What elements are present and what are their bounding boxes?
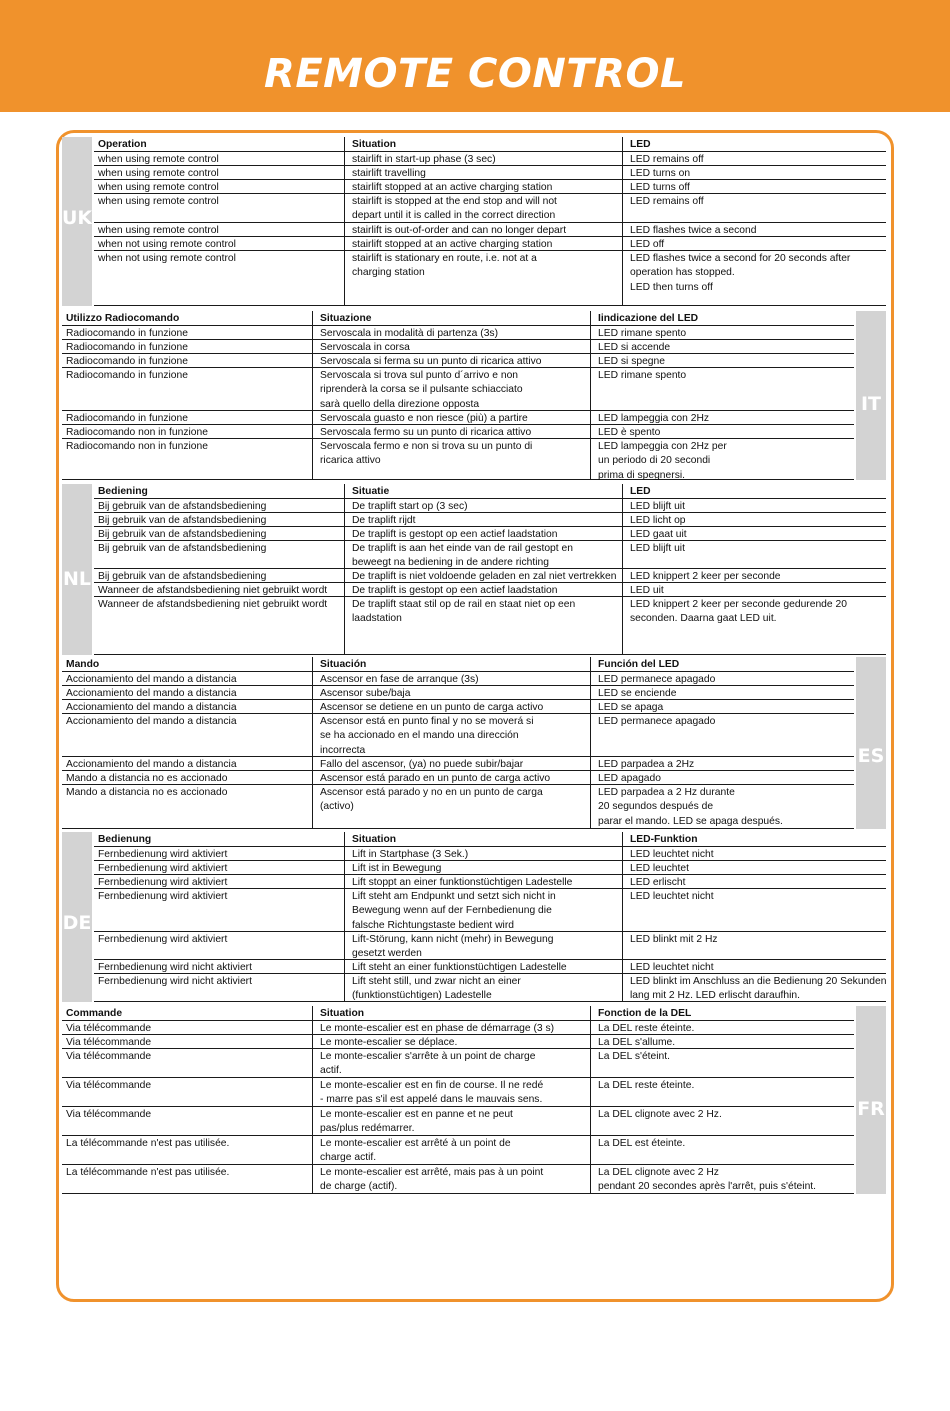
situation-cell: Le monte-escalier se déplace. — [320, 1037, 458, 1048]
operation-cell: Accionamiento del mando a distancia — [66, 759, 237, 770]
language-code: IT — [860, 393, 882, 415]
led-cell: LED leuchtet nicht — [630, 962, 714, 973]
operation-cell: Via télécommande — [66, 1037, 152, 1048]
situation-header: Situation — [352, 139, 397, 150]
table-row — [94, 974, 886, 1002]
table-row — [62, 1165, 854, 1194]
remote-control-table — [62, 311, 854, 480]
table-header-row — [94, 832, 886, 847]
situation-header: Situatie — [352, 486, 390, 497]
table-row — [62, 785, 854, 829]
operation-cell: Wanneer de afstandsbediening niet gebruikt wordt — [98, 585, 328, 596]
situation-cell: Le monte-escalier s'arrête à un point de charge actif. — [320, 1051, 536, 1077]
language-tab-de — [62, 832, 92, 1002]
led-cell: La DEL clignote avec 2 Hz pendant 20 secondes après l'arrêt, puis s'éteint. — [598, 1167, 817, 1193]
situation-cell: Servoscala guasto e non riesce (più) a partire — [320, 413, 528, 424]
led-cell: LED blijft uit — [630, 543, 685, 554]
operation-cell: Radiocomando in funzione — [66, 328, 188, 339]
operation-cell: Accionamiento del mando a distancia — [66, 688, 237, 699]
situation-cell: Servoscala si trova sul punto d´arrivo e non riprenderà la corsa se il pulsante schiacciato sarà quello della direzione opposta — [320, 370, 523, 410]
led-cell: LED è spento — [598, 427, 661, 438]
section-it — [62, 311, 886, 480]
table-row — [94, 527, 886, 541]
led-cell: LED remains off — [630, 196, 704, 207]
situation-cell: Lift steht still, und zwar nicht an einer (funktionstüchtigen) Ladestelle — [352, 976, 521, 1002]
led-cell: La DEL s'allume. — [598, 1037, 676, 1048]
situation-cell: Ascensor está parado en un punto de carga activo — [320, 773, 551, 784]
situation-cell: Servoscala fermo su un punto di ricarica attivo — [320, 427, 532, 438]
operation-cell: Fernbedienung wird aktiviert — [98, 849, 228, 860]
operation-cell: Mando a distancia no es accionado — [66, 773, 228, 784]
situation-header: Situación — [320, 659, 367, 670]
led-cell: LED lampeggia con 2Hz — [598, 413, 710, 424]
table-row — [62, 757, 854, 771]
led-cell: LED blijft uit — [630, 501, 685, 512]
operation-cell: Mando a distancia no es accionado — [66, 787, 228, 798]
operation-cell: Fernbedienung wird nicht aktiviert — [98, 962, 252, 973]
operation-cell: Radiocomando non in funzione — [66, 441, 208, 452]
table-row — [94, 960, 886, 974]
operation-cell: Via télécommande — [66, 1023, 152, 1034]
remote-control-table — [94, 137, 886, 306]
operation-cell: Via télécommande — [66, 1080, 152, 1091]
situation-cell: stairlift travelling — [352, 168, 426, 179]
situation-cell: Lift-Störung, kann nicht (mehr) in Bewegung gesetzt werden — [352, 934, 554, 960]
operation-cell: Bij gebruik van de afstandsbediening — [98, 501, 267, 512]
operation-cell: Accionamiento del mando a distancia — [66, 674, 237, 685]
situation-cell: stairlift stopped at an active charging station — [352, 239, 553, 250]
operation-cell: Fernbedienung wird aktiviert — [98, 934, 228, 945]
language-tab-uk — [62, 137, 92, 306]
table-row — [94, 237, 886, 251]
led-cell: LED lampeggia con 2Hz per un periodo di 20 secondi prima di spegnersi. — [598, 441, 727, 481]
operation-cell: when using remote control — [98, 196, 219, 207]
operation-cell: Fernbedienung wird aktiviert — [98, 863, 228, 874]
situation-cell: De traplift is niet voldoende geladen en zal niet vertrekken — [352, 571, 617, 582]
table-header-row — [62, 1006, 854, 1021]
situation-cell: Fallo del ascensor, (ya) no puede subir/bajar — [320, 759, 524, 770]
table-row — [94, 861, 886, 875]
table-row — [94, 597, 886, 655]
operation-cell: Fernbedienung wird aktiviert — [98, 891, 228, 902]
operation-cell: Radiocomando in funzione — [66, 356, 188, 367]
table-row — [62, 439, 854, 480]
situation-cell: Ascensor en fase de arranque (3s) — [320, 674, 479, 685]
operation-header: Bedienung — [98, 834, 152, 845]
table-row — [94, 583, 886, 597]
language-code: NL — [62, 568, 91, 590]
led-cell: LED blinkt mit 2 Hz — [630, 934, 718, 945]
operation-cell: when using remote control — [98, 225, 219, 236]
led-cell: LED rimane spento — [598, 328, 687, 339]
led-cell: LED permanece apagado — [598, 674, 716, 685]
table-row — [62, 1035, 854, 1049]
remote-control-table — [94, 832, 886, 1002]
led-cell: LED gaat uit — [630, 529, 687, 540]
operation-cell: Fernbedienung wird nicht aktiviert — [98, 976, 252, 987]
operation-header: Mando — [66, 659, 100, 670]
led-cell: LED se apaga — [598, 702, 664, 713]
operation-header: Operation — [98, 139, 147, 150]
table-row — [62, 1107, 854, 1136]
situation-cell: Ascensor está parado y no en un punto de carga (activo) — [320, 787, 543, 813]
led-cell: La DEL est éteinte. — [598, 1138, 686, 1149]
situation-cell: Servoscala in corsa — [320, 342, 410, 353]
led-cell: LED turns off — [630, 182, 690, 193]
situation-cell: stairlift is out-of-order and can no longer depart — [352, 225, 567, 236]
table-header-row — [62, 311, 854, 326]
led-cell: LED si accende — [598, 342, 671, 353]
header-banner — [0, 0, 950, 112]
led-header: LED — [630, 139, 651, 150]
operation-cell: Fernbedienung wird aktiviert — [98, 877, 228, 888]
led-header: LED — [630, 486, 651, 497]
situation-cell: De traplift start op (3 sec) — [352, 501, 468, 512]
situation-cell: stairlift in start-up phase (3 sec) — [352, 154, 496, 165]
situation-cell: Servoscala si ferma su un punto di ricarica attivo — [320, 356, 542, 367]
situation-cell: Le monte-escalier est en phase de démarrage (3 s) — [320, 1023, 555, 1034]
situation-header: Situation — [352, 834, 397, 845]
led-cell: LED uit — [630, 585, 664, 596]
table-row — [94, 847, 886, 861]
led-cell: LED se enciende — [598, 688, 677, 699]
led-cell: LED leuchtet nicht — [630, 891, 714, 902]
situation-cell: Le monte-escalier est arrêté à un point de charge actif. — [320, 1138, 511, 1164]
table-row — [62, 425, 854, 439]
situation-header: Situation — [320, 1008, 365, 1019]
situation-cell: stairlift is stopped at the end stop and will not depart until it is called in the correct direction — [352, 196, 557, 222]
table-row — [62, 1049, 854, 1078]
table-row — [62, 354, 854, 368]
operation-cell: when using remote control — [98, 168, 219, 179]
led-header: Iindicazione del LED — [598, 313, 699, 324]
led-cell: LED knippert 2 keer per seconde — [630, 571, 781, 582]
table-row — [62, 714, 854, 757]
led-cell: LED si spegne — [598, 356, 665, 367]
operation-cell: Accionamiento del mando a distancia — [66, 702, 237, 713]
situation-cell: Le monte-escalier est en fin de course. Il ne redé - marre pas s'il est appelé dans le mauvais sens. — [320, 1080, 544, 1106]
remote-control-table — [94, 484, 886, 655]
situation-cell: De traplift staat stil op de rail en staat niet op een laadstation — [352, 599, 576, 625]
led-cell: LED flashes twice a second — [630, 225, 757, 236]
led-cell: LED apagado — [598, 773, 661, 784]
situation-cell: Le monte-escalier est arrêté, mais pas à un point de charge (actif). — [320, 1167, 544, 1193]
led-cell: LED licht op — [630, 515, 686, 526]
led-cell: LED erlischt — [630, 877, 686, 888]
table-row — [62, 326, 854, 340]
situation-cell: Servoscala in modalità di partenza (3s) — [320, 328, 498, 339]
table-row — [94, 180, 886, 194]
table-row — [94, 499, 886, 513]
led-cell: LED remains off — [630, 154, 704, 165]
led-cell: LED leuchtet nicht — [630, 849, 714, 860]
table-row — [62, 700, 854, 714]
situation-cell: Lift ist in Bewegung — [352, 863, 442, 874]
situation-cell: Ascensor se detiene en un punto de carga activo — [320, 702, 544, 713]
led-cell: La DEL reste éteinte. — [598, 1023, 695, 1034]
remote-control-table — [62, 1006, 854, 1194]
table-row — [62, 340, 854, 354]
table-row — [62, 411, 854, 425]
operation-cell: Radiocomando non in funzione — [66, 427, 208, 438]
led-header: LED-Funktion — [630, 834, 698, 845]
table-row — [94, 152, 886, 166]
section-fr — [62, 1006, 886, 1194]
language-code: ES — [857, 745, 885, 767]
situation-cell: De traplift rijdt — [352, 515, 416, 526]
table-row — [94, 541, 886, 569]
operation-header: Utilizzo Radiocomando — [66, 313, 180, 324]
led-cell: LED flashes twice a second for 20 seconds after operation has stopped. LED then turns off — [630, 253, 851, 293]
situation-cell: stairlift is stationary en route, i.e. not at a charging station — [352, 253, 537, 279]
led-cell: La DEL s'éteint. — [598, 1051, 670, 1062]
led-cell: LED leuchtet — [630, 863, 689, 874]
situation-cell: Lift stoppt an einer funktionstüchtigen Ladestelle — [352, 877, 573, 888]
table-header-row — [94, 484, 886, 499]
led-header: Función del LED — [598, 659, 680, 670]
operation-cell: Via télécommande — [66, 1051, 152, 1062]
language-code: DE — [62, 912, 92, 934]
led-cell: LED permanece apagado — [598, 716, 716, 727]
operation-cell: Bij gebruik van de afstandsbediening — [98, 571, 267, 582]
situation-cell: De traplift is gestopt op een actief laadstation — [352, 529, 558, 540]
table-row — [62, 1136, 854, 1165]
operation-cell: Bij gebruik van de afstandsbediening — [98, 515, 267, 526]
table-row — [62, 672, 854, 686]
section-es — [62, 657, 886, 829]
operation-cell: when not using remote control — [98, 239, 236, 250]
led-cell: La DEL clignote avec 2 Hz. — [598, 1109, 722, 1120]
situation-cell: De traplift is aan het einde van de rail gestopt en beweegt na bediening in de andere richting — [352, 543, 573, 569]
table-row — [62, 1078, 854, 1107]
operation-cell: Bij gebruik van de afstandsbediening — [98, 529, 267, 540]
situation-cell: Le monte-escalier est en panne et ne peut pas/plus redémarrer. — [320, 1109, 513, 1135]
led-cell: LED blinkt im Anschluss an die Bedienung 20 Sekunden lang mit 2 Hz. LED erlischt daraufhin. — [630, 976, 887, 1002]
table-row — [94, 569, 886, 583]
operation-cell: Radiocomando in funzione — [66, 370, 188, 381]
table-row — [94, 251, 886, 306]
operation-cell: when not using remote control — [98, 253, 236, 264]
operation-cell: La télécommande n'est pas utilisée. — [66, 1167, 230, 1178]
situation-cell: Ascensor sube/baja — [320, 688, 411, 699]
table-row — [94, 875, 886, 889]
operation-header: Commande — [66, 1008, 123, 1019]
led-cell: LED off — [630, 239, 665, 250]
table-row — [94, 932, 886, 960]
situation-cell: De traplift is gestopt op een actief laadstation — [352, 585, 558, 596]
led-cell: LED parpadea a 2Hz — [598, 759, 695, 770]
section-de — [62, 832, 886, 1002]
operation-cell: Radiocomando in funzione — [66, 342, 188, 353]
language-code: UK — [62, 207, 93, 229]
table-row — [62, 771, 854, 785]
situation-cell: Lift steht an einer funktionstüchtigen Ladestelle — [352, 962, 567, 973]
operation-cell: Via télécommande — [66, 1109, 152, 1120]
table-row — [94, 513, 886, 527]
operation-cell: Accionamiento del mando a distancia — [66, 716, 237, 727]
table-row — [94, 166, 886, 180]
table-row — [94, 194, 886, 223]
situation-header: Situazione — [320, 313, 372, 324]
remote-control-table — [62, 657, 854, 829]
led-cell: La DEL reste éteinte. — [598, 1080, 695, 1091]
situation-cell: Lift in Startphase (3 Sek.) — [352, 849, 469, 860]
table-row — [62, 686, 854, 700]
table-row — [94, 223, 886, 237]
table-header-row — [94, 137, 886, 152]
table-row — [94, 889, 886, 932]
operation-cell: when using remote control — [98, 182, 219, 193]
operation-cell: La télécommande n'est pas utilisée. — [66, 1138, 230, 1149]
table-header-row — [62, 657, 854, 672]
language-tab-nl — [62, 484, 92, 655]
section-uk — [62, 137, 886, 306]
operation-cell: Bij gebruik van de afstandsbediening — [98, 543, 267, 554]
operation-cell: Wanneer de afstandsbediening niet gebruikt wordt — [98, 599, 328, 610]
table-row — [62, 1021, 854, 1035]
situation-cell: Servoscala fermo e non si trova su un punto di ricarica attivo — [320, 441, 533, 467]
operation-cell: Radiocomando in funzione — [66, 413, 188, 424]
led-cell: LED parpadea a 2 Hz durante 20 segundos después de parar el mando. LED se apaga después. — [598, 787, 783, 827]
led-header: Fonction de la DEL — [598, 1008, 692, 1019]
page-title: REMOTE CONTROL — [264, 51, 686, 97]
section-nl — [62, 484, 886, 655]
operation-cell: when using remote control — [98, 154, 219, 165]
language-code: FR — [857, 1098, 885, 1120]
led-cell: LED knippert 2 keer per seconde gedurende 20 seconden. Daarna gaat LED uit. — [630, 599, 847, 625]
situation-cell: Ascensor está en punto final y no se moverá si se ha accionado en el mando una dirección incorrecta — [320, 716, 534, 756]
led-cell: LED rimane spento — [598, 370, 687, 381]
situation-cell: Lift steht am Endpunkt und setzt sich nicht in Bewegung wenn auf der Fernbedienung die falsche Richtungstaste bedient wird — [352, 891, 556, 931]
operation-header: Bediening — [98, 486, 148, 497]
table-row — [62, 368, 854, 411]
situation-cell: stairlift stopped at an active charging station — [352, 182, 553, 193]
led-cell: LED turns on — [630, 168, 691, 179]
